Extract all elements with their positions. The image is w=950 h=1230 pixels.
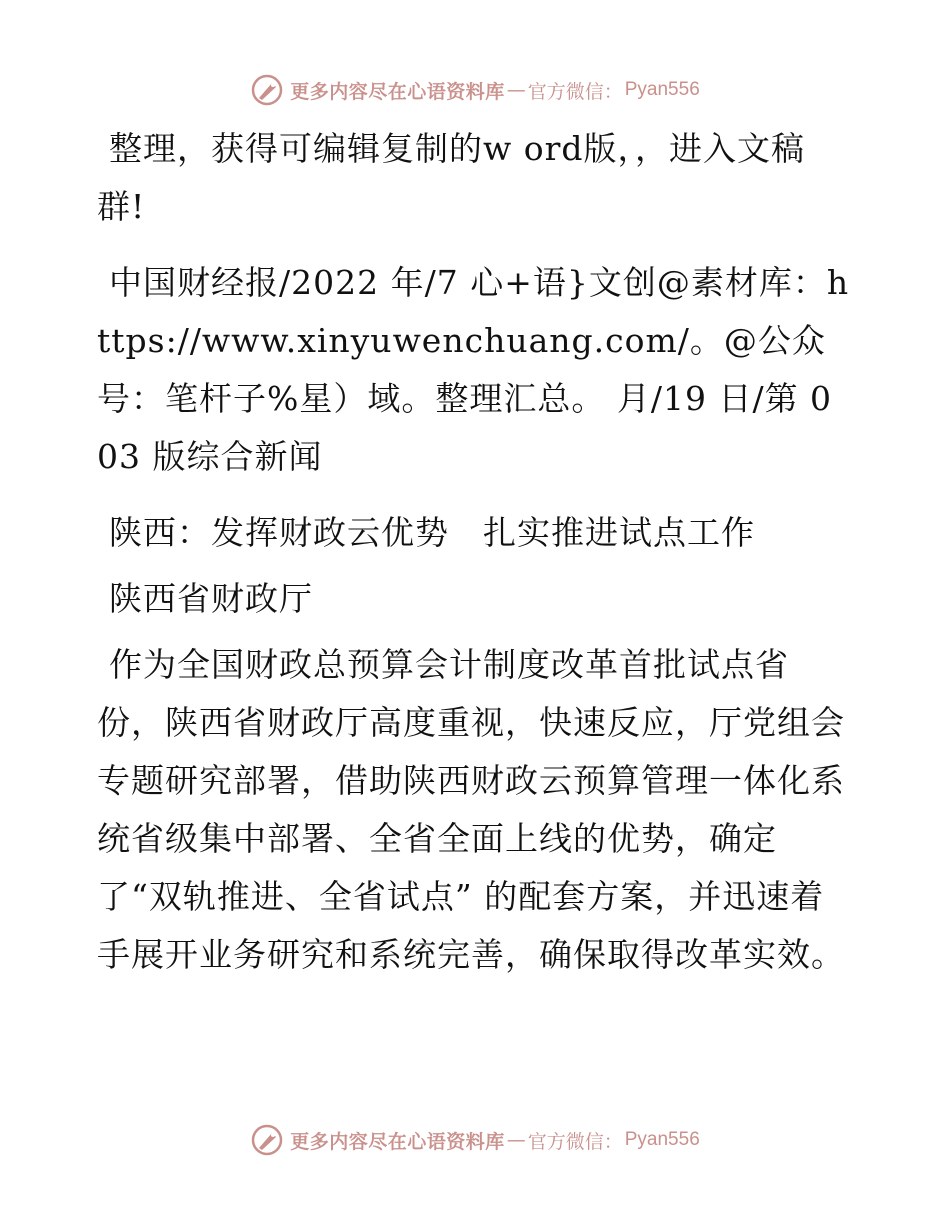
header-watermark-banner [0, 70, 950, 110]
banner-text: 更多内容尽在心语资料库 [290, 1130, 505, 1153]
article-headline: 陕西：发挥财政云优势 扎实推进试点工作 [109, 513, 755, 552]
document-body [97, 120, 852, 1002]
banner-dash: — [506, 1129, 526, 1151]
article-author: 陕西省财政厅 [109, 579, 313, 618]
pen-nib-logo-icon [250, 73, 284, 107]
pen-nib-logo-icon [250, 1123, 284, 1157]
banner-wechat-id: Pyan556 [624, 1129, 700, 1150]
banner-wechat-id: Pyan556 [624, 79, 700, 100]
banner-dash: — [506, 79, 526, 101]
footer-watermark-banner [0, 1120, 950, 1160]
article-body-paragraph: 作为全国财政总预算会计制度改革首批试点省份，陕西省财政厅高度重视，快速反应，厅党组会专题研究部署，借助陕西财政云预算管理一体化系统省级集中部署、全省全面上线的优势，确定了“双轨推进、全省试点” 的配套方案，并迅速着手展开业务研究和系统完善，确保取得改革实效。 [97, 645, 845, 974]
banner-wechat-label: 官方微信： [527, 80, 623, 103]
source-paragraph: 中国财经报/2022 年/7 心+语}文创@素材库：https://www.xinyuwenchuang.com/。@公众号：笔杆子%星）域。整理汇总。 月/19 日/第 003 版综合新闻 [97, 263, 850, 476]
intro-paragraph: 整理，获得可编辑复制的w ord版，，进入文稿群! [97, 129, 806, 226]
banner-wechat-label: 官方微信： [527, 1130, 623, 1153]
banner-text: 更多内容尽在心语资料库 [290, 80, 505, 103]
